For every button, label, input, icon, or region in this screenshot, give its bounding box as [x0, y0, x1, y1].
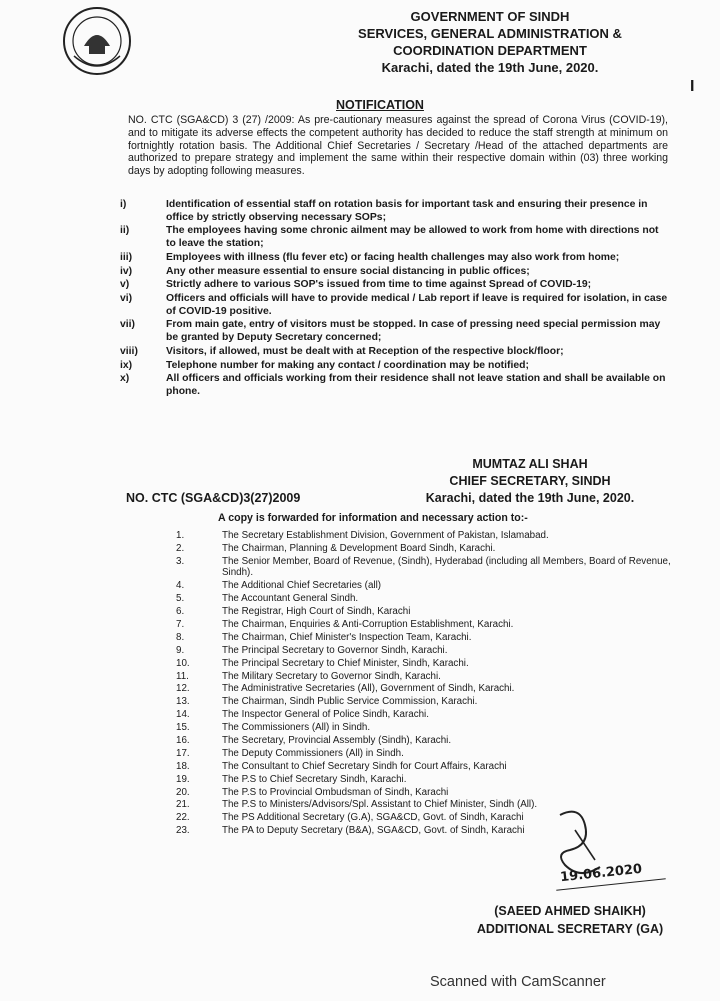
- list-item: 10. The Principal Secretary to Chief Minister, Sindh, Karachi.: [176, 657, 469, 669]
- notification-paragraph: NO. CTC (SGA&CD) 3 (27) /2009: As pre-cautionary measures against the spread of Corona Virus (COVID-19), and to mitigate its adverse effects the competent authority has decided to reduce the staff strength at minimum on fortnightly rotation basis. The Additional Chief Secretaries / Secretary /Head of the attached departments are authorized to prepare strategy and implement the same within their respective domain within (03) three working days by adopting following measures.: [128, 114, 668, 178]
- list-item: 11. The Military Secretary to Governor Sindh, Karachi.: [176, 670, 441, 682]
- measure-item: ii) The employees having some chronic ailment may be allowed to work from home with directions not to leave the station;: [120, 225, 659, 249]
- notification-title: NOTIFICATION: [336, 98, 424, 112]
- list-item: 17. The Deputy Commissioners (All) in Sindh.: [176, 747, 404, 759]
- government-seal-icon: [62, 6, 132, 76]
- list-item: 8. The Chairman, Chief Minister's Inspection Team, Karachi.: [176, 631, 472, 643]
- list-item: 7. The Chairman, Enquiries & Anti-Corruption Establishment, Karachi.: [176, 618, 514, 630]
- list-item: 2. The Chairman, Planning & Development Board Sindh, Karachi.: [176, 542, 496, 554]
- list-item: 21. The P.S to Ministers/Advisors/Spl. Assistant to Chief Minister, Sindh (All).: [176, 799, 538, 811]
- list-item: 13. The Chairman, Sindh Public Service Commission, Karachi.: [176, 696, 478, 708]
- chief-secretary-signature-block: [380, 456, 680, 507]
- list-item: 16. The Secretary, Provincial Assembly (Sindh), Karachi.: [176, 734, 452, 746]
- list-item: 20. The P.S to Provincial Ombudsman of Sindh, Karachi: [176, 786, 449, 798]
- measure-item: vi) Officers and officials will have to provide medical / Lab report if leave is required for isolation, in case of COVID-19 positive.: [120, 293, 668, 317]
- signatory-date: Karachi, dated the 19th June, 2020.: [425, 491, 635, 505]
- measure-item: v) Strictly adhere to various SOP's issued from time to time against Spread of COVID-19;: [120, 279, 592, 291]
- list-item: 1. The Secretary Establishment Division, Government of Pakistan, Islamabad.: [176, 530, 549, 541]
- scanner-watermark: Scanned with CamScanner: [430, 974, 606, 990]
- list-item: 4. The Additional Chief Secretaries (all): [176, 580, 382, 592]
- list-item: 14. The Inspector General of Police Sindh, Karachi.: [176, 709, 429, 721]
- measure-item: ix) Telephone number for making any contact / coordination may be notified;: [120, 359, 529, 371]
- list-item: 18. The Consultant to Chief Secretary Sindh for Court Affairs, Karachi: [176, 760, 507, 772]
- signature-date: 19.06.2020: [559, 861, 643, 886]
- measure-item: iii) Employees with illness (flu fever etc) or facing health challenges may also work from home;: [120, 251, 620, 263]
- measure-item: vii) From main gate, entry of visitors must be stopped. In case of pressing need special permission may be granted by Deputy Secretary concerned;: [120, 319, 661, 344]
- list-item: 22. The PS Additional Secretary (G.A), SGA&CD, Govt. of Sindh, Karachi: [176, 812, 524, 824]
- department-header: [330, 8, 650, 76]
- signatory-title: CHIEF SECRETARY, SINDH: [449, 474, 611, 488]
- forward-text: A copy is forwarded for information and necessary action to:-: [218, 512, 528, 524]
- measure-item: x) All officers and officials working from their residence shall not leave station and shall be available on phone.: [120, 373, 666, 397]
- list-item: 5. The Accountant General Sindh.: [176, 593, 359, 605]
- signatory-name: (SAEED AHMED SHAIKH): [494, 904, 646, 918]
- signatory-name: MUMTAZ ALI SHAH: [472, 457, 588, 471]
- list-item: 15. The Commissioners (All) in Sindh.: [176, 722, 371, 734]
- header-line-date: Karachi, dated the 19th June, 2020.: [381, 60, 599, 75]
- list-item: 3. The Senior Member, Board of Revenue, (Sindh), Hyderabad (including all Members, Board of Revenue, Sindh).: [176, 555, 671, 579]
- header-line-government: GOVERNMENT OF SINDH: [410, 9, 570, 24]
- measure-item: i) Identification of essential staff on rotation basis for important task and ensuring their presence in office by strictly observing necessary SOPs;: [120, 199, 648, 223]
- measures-list: [120, 199, 670, 400]
- measure-item: iv) Any other measure essential to ensure social distancing in public offices;: [120, 265, 530, 277]
- list-item: 6. The Registrar, High Court of Sindh, Karachi: [176, 606, 411, 618]
- header-line-coordination: COORDINATION DEPARTMENT: [393, 43, 587, 58]
- list-item: 23. The PA to Deputy Secretary (B&A), SGA&CD, Govt. of Sindh, Karachi: [176, 825, 525, 837]
- reference-number: NO. CTC (SGA&CD)3(27)2009: [126, 491, 301, 505]
- signatory-title: ADDITIONAL SECRETARY (GA): [476, 922, 664, 936]
- additional-secretary-signature-block: [460, 902, 680, 938]
- copy-recipients-list: [176, 530, 696, 838]
- list-item: 12. The Administrative Secretaries (All), Government of Sindh, Karachi.: [176, 683, 515, 695]
- list-item: 9. The Principal Secretary to Governor Sindh, Karachi.: [176, 644, 448, 656]
- measure-item: viii) Visitors, if allowed, must be dealt with at Reception of the respective block/floor;: [120, 345, 564, 357]
- page-mark: I: [690, 78, 695, 95]
- header-line-services: SERVICES, GENERAL ADMINISTRATION &: [358, 26, 622, 41]
- list-item: 19. The P.S to Chief Secretary Sindh, Karachi.: [176, 773, 407, 785]
